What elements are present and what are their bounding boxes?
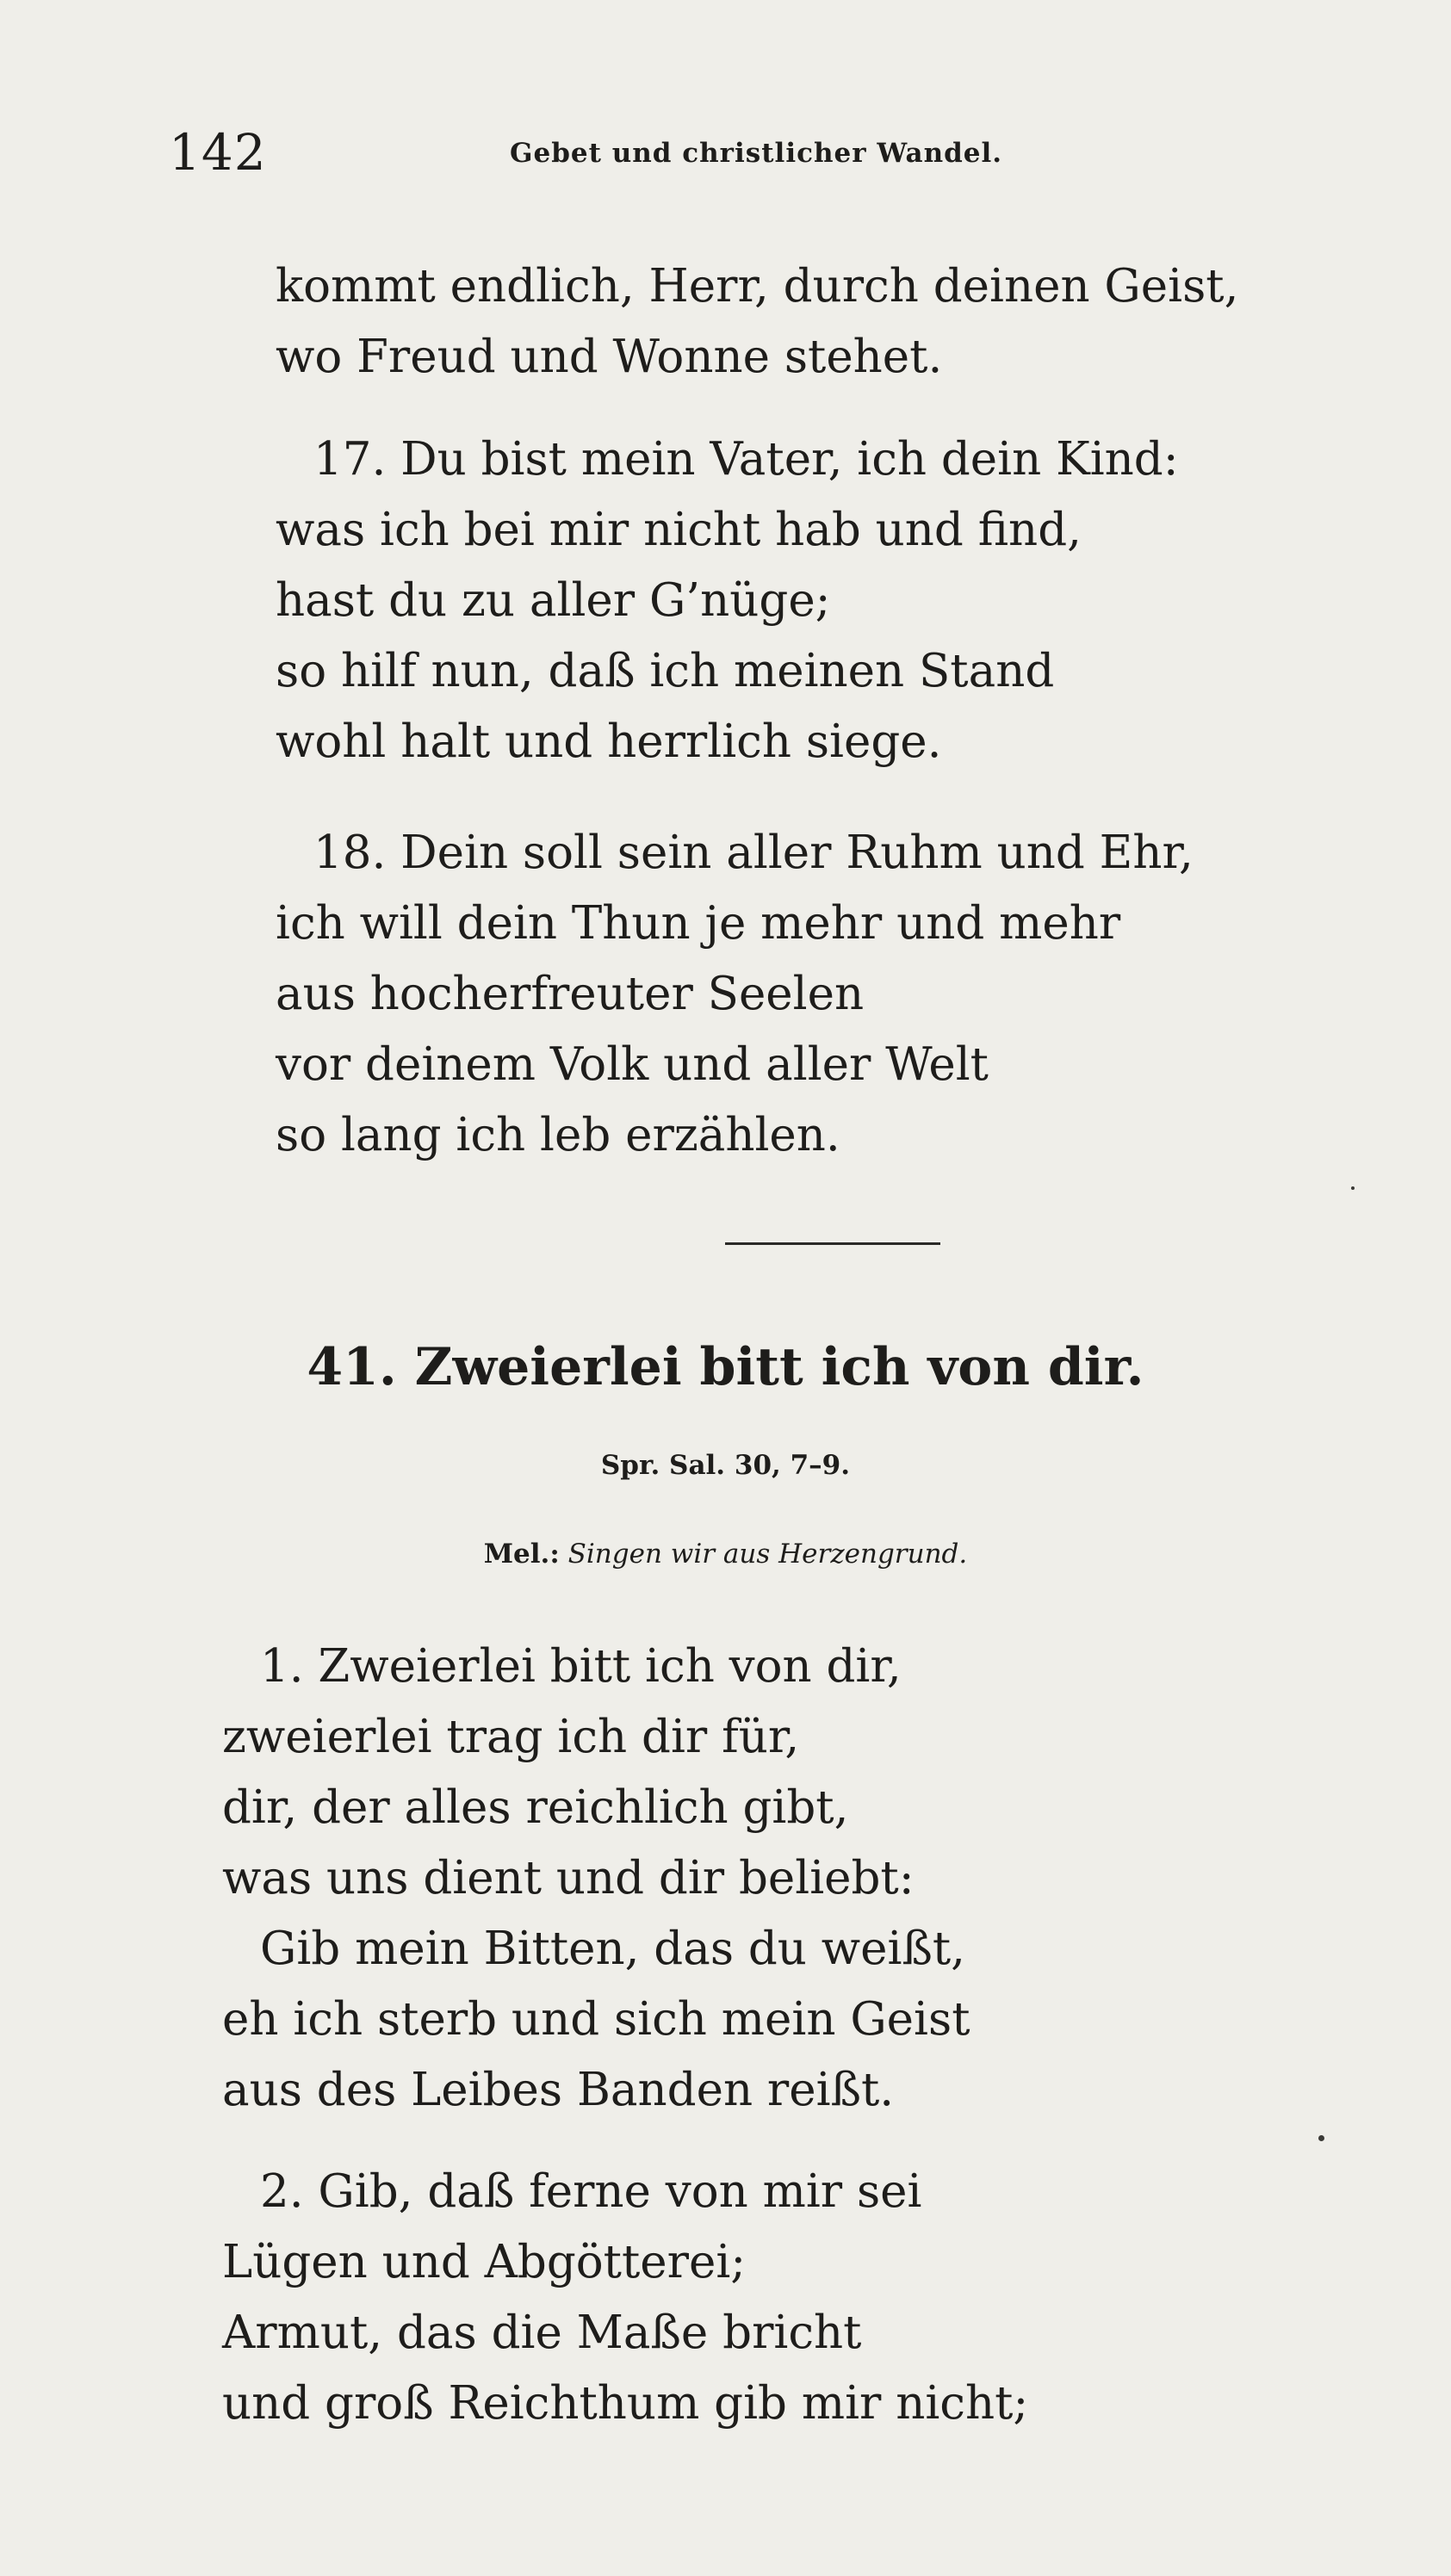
verse-line: so lang ich leb erzählen. <box>276 1109 840 1161</box>
verse-line: aus hocherfreuter Seelen <box>276 968 865 1020</box>
verse-17 <box>276 424 1179 777</box>
verse-line: Armut, das die Maße bricht <box>222 2307 862 2359</box>
verse-line: kommt endlich, Herr, durch deinen Geist, <box>276 260 1239 313</box>
scripture-reference: Spr. Sal. 30, 7–9. <box>600 1450 851 1481</box>
page-header <box>0 121 1451 189</box>
hymn-title: 41. Zweierlei bitt ich von dir. <box>307 1337 1144 1397</box>
paper-speck <box>1351 1186 1355 1190</box>
verse-line: Gib mein Bitten, das du weißt, <box>260 1923 966 1975</box>
verse-line: so hilf nun, daß ich meinen Stand <box>276 645 1055 697</box>
melody-label: Mel.: <box>483 1539 560 1570</box>
verse-line: wohl halt und herrlich siege. <box>276 715 942 768</box>
section-divider <box>725 1242 940 1245</box>
verse-line: hast du zu aller G’nüge; <box>276 574 831 627</box>
verse-line: ich will dein Thun je mehr und mehr <box>276 897 1121 950</box>
verse-1 <box>222 1632 970 2126</box>
verse-line: zweierlei trag ich dir für, <box>222 1711 800 1763</box>
melody-name: Singen wir aus Herzengrund. <box>567 1539 968 1570</box>
verse-line: dir, der alles reichlich gibt, <box>222 1781 849 1834</box>
verse-line: eh ich sterb und sich mein Geist <box>222 1993 970 2046</box>
paper-speck <box>1318 2135 1324 2141</box>
verse-2 <box>222 2157 1028 2439</box>
verse-18 <box>276 818 1194 1171</box>
running-head: Gebet und christlicher Wandel. <box>510 138 1003 169</box>
verse-line: 17. Du bist mein Vater, ich dein Kind: <box>313 433 1179 486</box>
verse-line: 1. Zweierlei bitt ich von dir, <box>260 1640 902 1693</box>
page-number: 142 <box>169 123 267 182</box>
verse-line: 2. Gib, daß ferne von mir sei <box>260 2165 922 2218</box>
verse-line: 18. Dein soll sein aller Ruhm und Ehr, <box>313 827 1194 879</box>
verse-line: wo Freud und Wonne stehet. <box>276 331 943 383</box>
verse-line: Lügen und Abgötterei; <box>222 2236 747 2288</box>
verse-16-continuation <box>276 251 1238 393</box>
verse-line: vor deinem Volk und aller Welt <box>276 1038 989 1091</box>
verse-line: was uns dient und dir beliebt: <box>222 1852 915 1904</box>
verse-line: aus des Leibes Banden reißt. <box>222 2064 895 2116</box>
verse-line: was ich bei mir nicht hab und find, <box>276 504 1082 556</box>
melody-line <box>0 1535 1451 1573</box>
verse-line: und groß Reichthum gib mir nicht; <box>222 2377 1029 2430</box>
